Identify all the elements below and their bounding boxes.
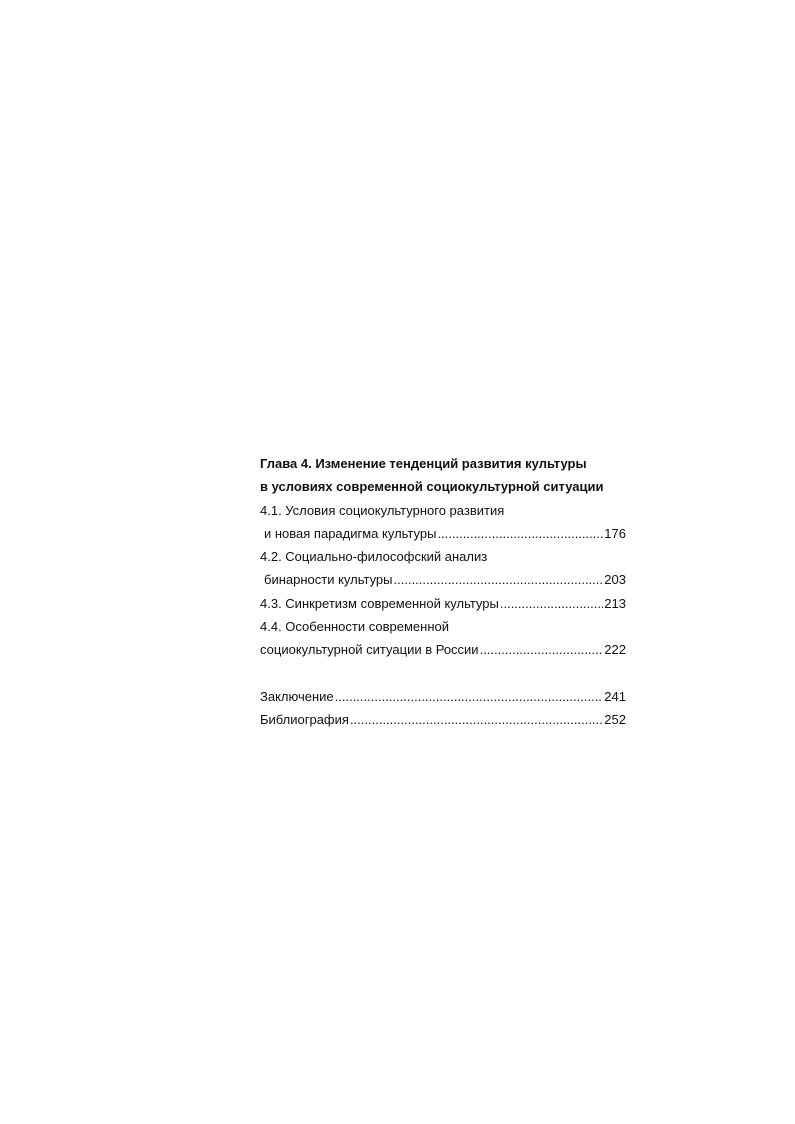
toc-entry-label: 4.1. Условия социокультурного развития [260, 502, 505, 518]
toc-entry-4-4 [260, 638, 626, 661]
toc-entry-bibliography [260, 708, 626, 731]
toc-entry-label: и новая парадигма культуры [264, 525, 437, 541]
chapter-title-line-1 [260, 452, 626, 475]
toc-entry-label: бинарности культуры [264, 572, 393, 588]
toc-page-number: 222 [604, 642, 626, 658]
dot-leader [394, 568, 604, 591]
toc-page-number: 213 [604, 595, 626, 611]
toc-entry-4-1-heading [260, 499, 626, 522]
dot-leader [437, 522, 603, 545]
dot-leader [350, 708, 603, 731]
chapter-title-line-2 [260, 475, 626, 498]
toc-entry-4-4-heading [260, 615, 626, 638]
dot-leader [500, 592, 603, 615]
toc-entry-label: 4.4. Особенности современной [260, 619, 449, 635]
chapter-title-text-1: Глава 4. Изменение тенденций развития культуры [260, 456, 587, 471]
dot-leader [335, 685, 604, 708]
toc-entry-4-1 [260, 522, 626, 545]
toc-entry-label: 4.3. Синкретизм современной культуры [260, 595, 499, 611]
table-of-contents [260, 452, 626, 732]
spacer [260, 662, 626, 685]
toc-entry-conclusion [260, 685, 626, 708]
toc-entry-label: 4.2. Социально-философский анализ [260, 549, 488, 565]
chapter-title-text-2: в условиях современной социокультурной ситуации [260, 479, 604, 495]
toc-page-number: 176 [604, 525, 626, 541]
toc-entry-4-3 [260, 592, 626, 615]
toc-page-number: 252 [604, 712, 626, 728]
toc-page-number: 203 [604, 572, 626, 588]
toc-entry-label: Заключение [260, 688, 334, 704]
toc-page-number: 241 [604, 688, 626, 704]
toc-entry-4-2 [260, 568, 626, 591]
toc-entry-label: социокультурной ситуации в России [260, 642, 479, 658]
toc-entry-label: Библиография [260, 712, 349, 728]
dot-leader [480, 638, 604, 661]
toc-entry-4-2-heading [260, 545, 626, 568]
